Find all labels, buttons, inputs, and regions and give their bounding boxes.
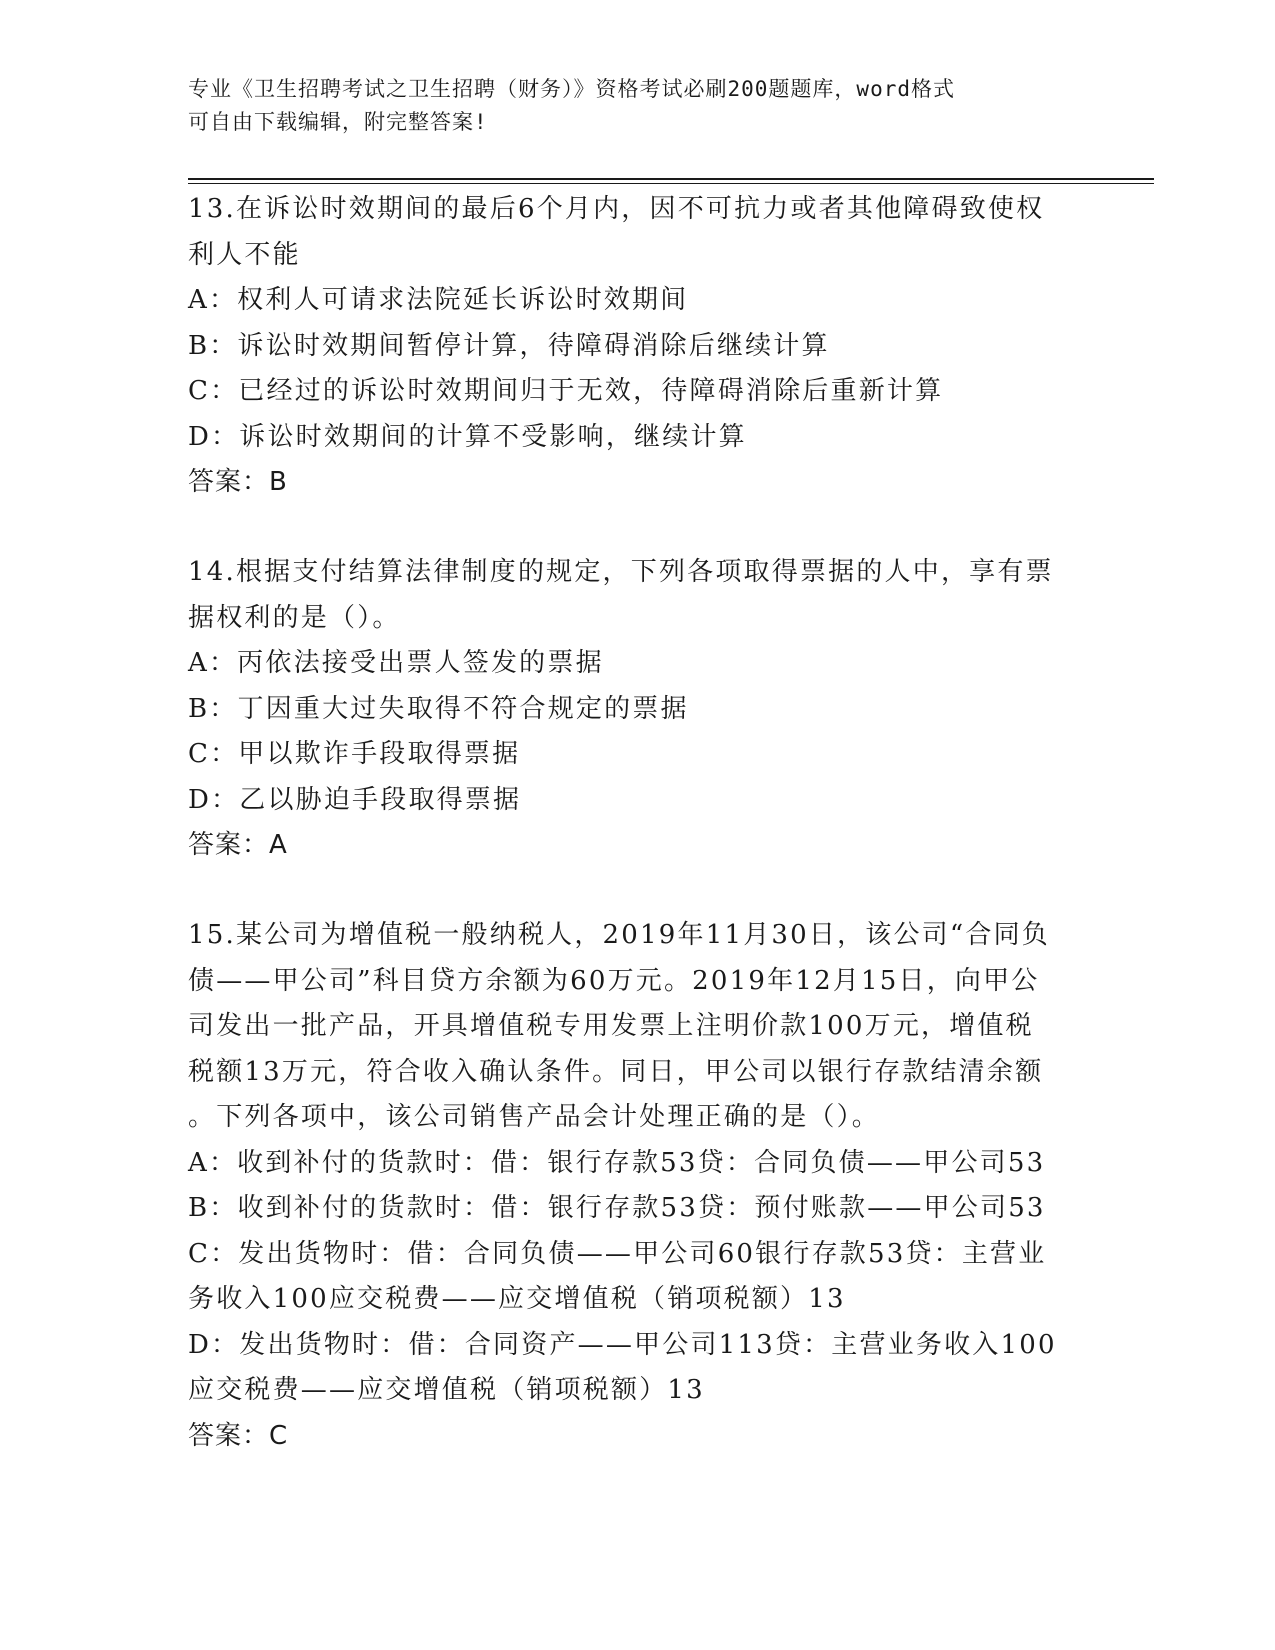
- question-stem-line: 司发出一批产品，开具增值税专用发票上注明价款100万元，增值税: [188, 1011, 1034, 1041]
- question-stem-line: 13.在诉讼时效期间的最后6个月内，因不可抗力或者其他障碍致使权: [188, 194, 1045, 224]
- answer-label: 答案：C: [188, 1420, 289, 1451]
- option-c: C：已经过的诉讼时效期间归于无效，待障碍消除后重新计算: [188, 376, 944, 406]
- option-d: D：诉讼时效期间的计算不受影响，继续计算: [188, 421, 747, 452]
- option-a: A：收到补付的货款时：借：银行存款53贷：合同负债——甲公司53: [188, 1147, 1046, 1178]
- question-14: [188, 550, 1088, 869]
- header-line-1: 专业《卫生招聘考试之卫生招聘（财务）》资格考试必刷200题题库，word格式: [188, 77, 955, 101]
- option-d: D：发出货物时：借：合同资产——甲公司113贷：主营业务收入100: [188, 1329, 1057, 1360]
- header-divider-thick: [188, 178, 1154, 180]
- option-d: D：乙以胁迫手段取得票据: [188, 784, 522, 815]
- header-divider-thin: [188, 183, 1154, 184]
- answer-label: 答案：B: [188, 467, 288, 497]
- question-stem-line: 。下列各项中，该公司销售产品会计处理正确的是（）。: [188, 1102, 881, 1132]
- question-stem-line: 据权利的是（）。: [188, 602, 401, 633]
- question-stem-line: 税额13万元，符合收入确认条件。同日，甲公司以银行存款结清余额: [188, 1056, 1044, 1087]
- question-stem-line: 债——甲公司”科目贷方余额为60万元。2019年12月15日，向甲公: [188, 965, 1040, 996]
- option-b: B：诉讼时效期间暂停计算，待障碍消除后继续计算: [188, 330, 830, 361]
- question-stem-line: 15.某公司为增值税一般纳税人，2019年11月30日，该公司“合同负: [188, 920, 1050, 950]
- option-a: A：丙依法接受出票人签发的票据: [188, 648, 604, 678]
- option-b: B：丁因重大过失取得不符合规定的票据: [188, 693, 689, 724]
- question-15: [188, 913, 1088, 1459]
- answer-label: 答案：A: [188, 830, 288, 860]
- option-c-continued: 务收入100应交税费——应交增值税（销项税额）13: [188, 1284, 846, 1314]
- option-a: A：权利人可请求法院延长诉讼时效期间: [188, 285, 689, 315]
- document-header: [188, 73, 1068, 139]
- question-stem-line: 利人不能: [188, 239, 301, 270]
- header-line-2: 可自由下载编辑，附完整答案!: [188, 110, 488, 134]
- option-b: B：收到补付的货款时：借：银行存款53贷：预付账款——甲公司53: [188, 1193, 1046, 1223]
- option-d-continued: 应交税费——应交增值税（销项税额）13: [188, 1375, 705, 1405]
- question-13: [188, 187, 1088, 506]
- question-stem-line: 14.根据支付结算法律制度的规定，下列各项取得票据的人中，享有票: [188, 557, 1054, 587]
- option-c: C：甲以欺诈手段取得票据: [188, 739, 521, 769]
- option-c: C：发出货物时：借：合同负债——甲公司60银行存款53贷：主营业: [188, 1238, 1047, 1269]
